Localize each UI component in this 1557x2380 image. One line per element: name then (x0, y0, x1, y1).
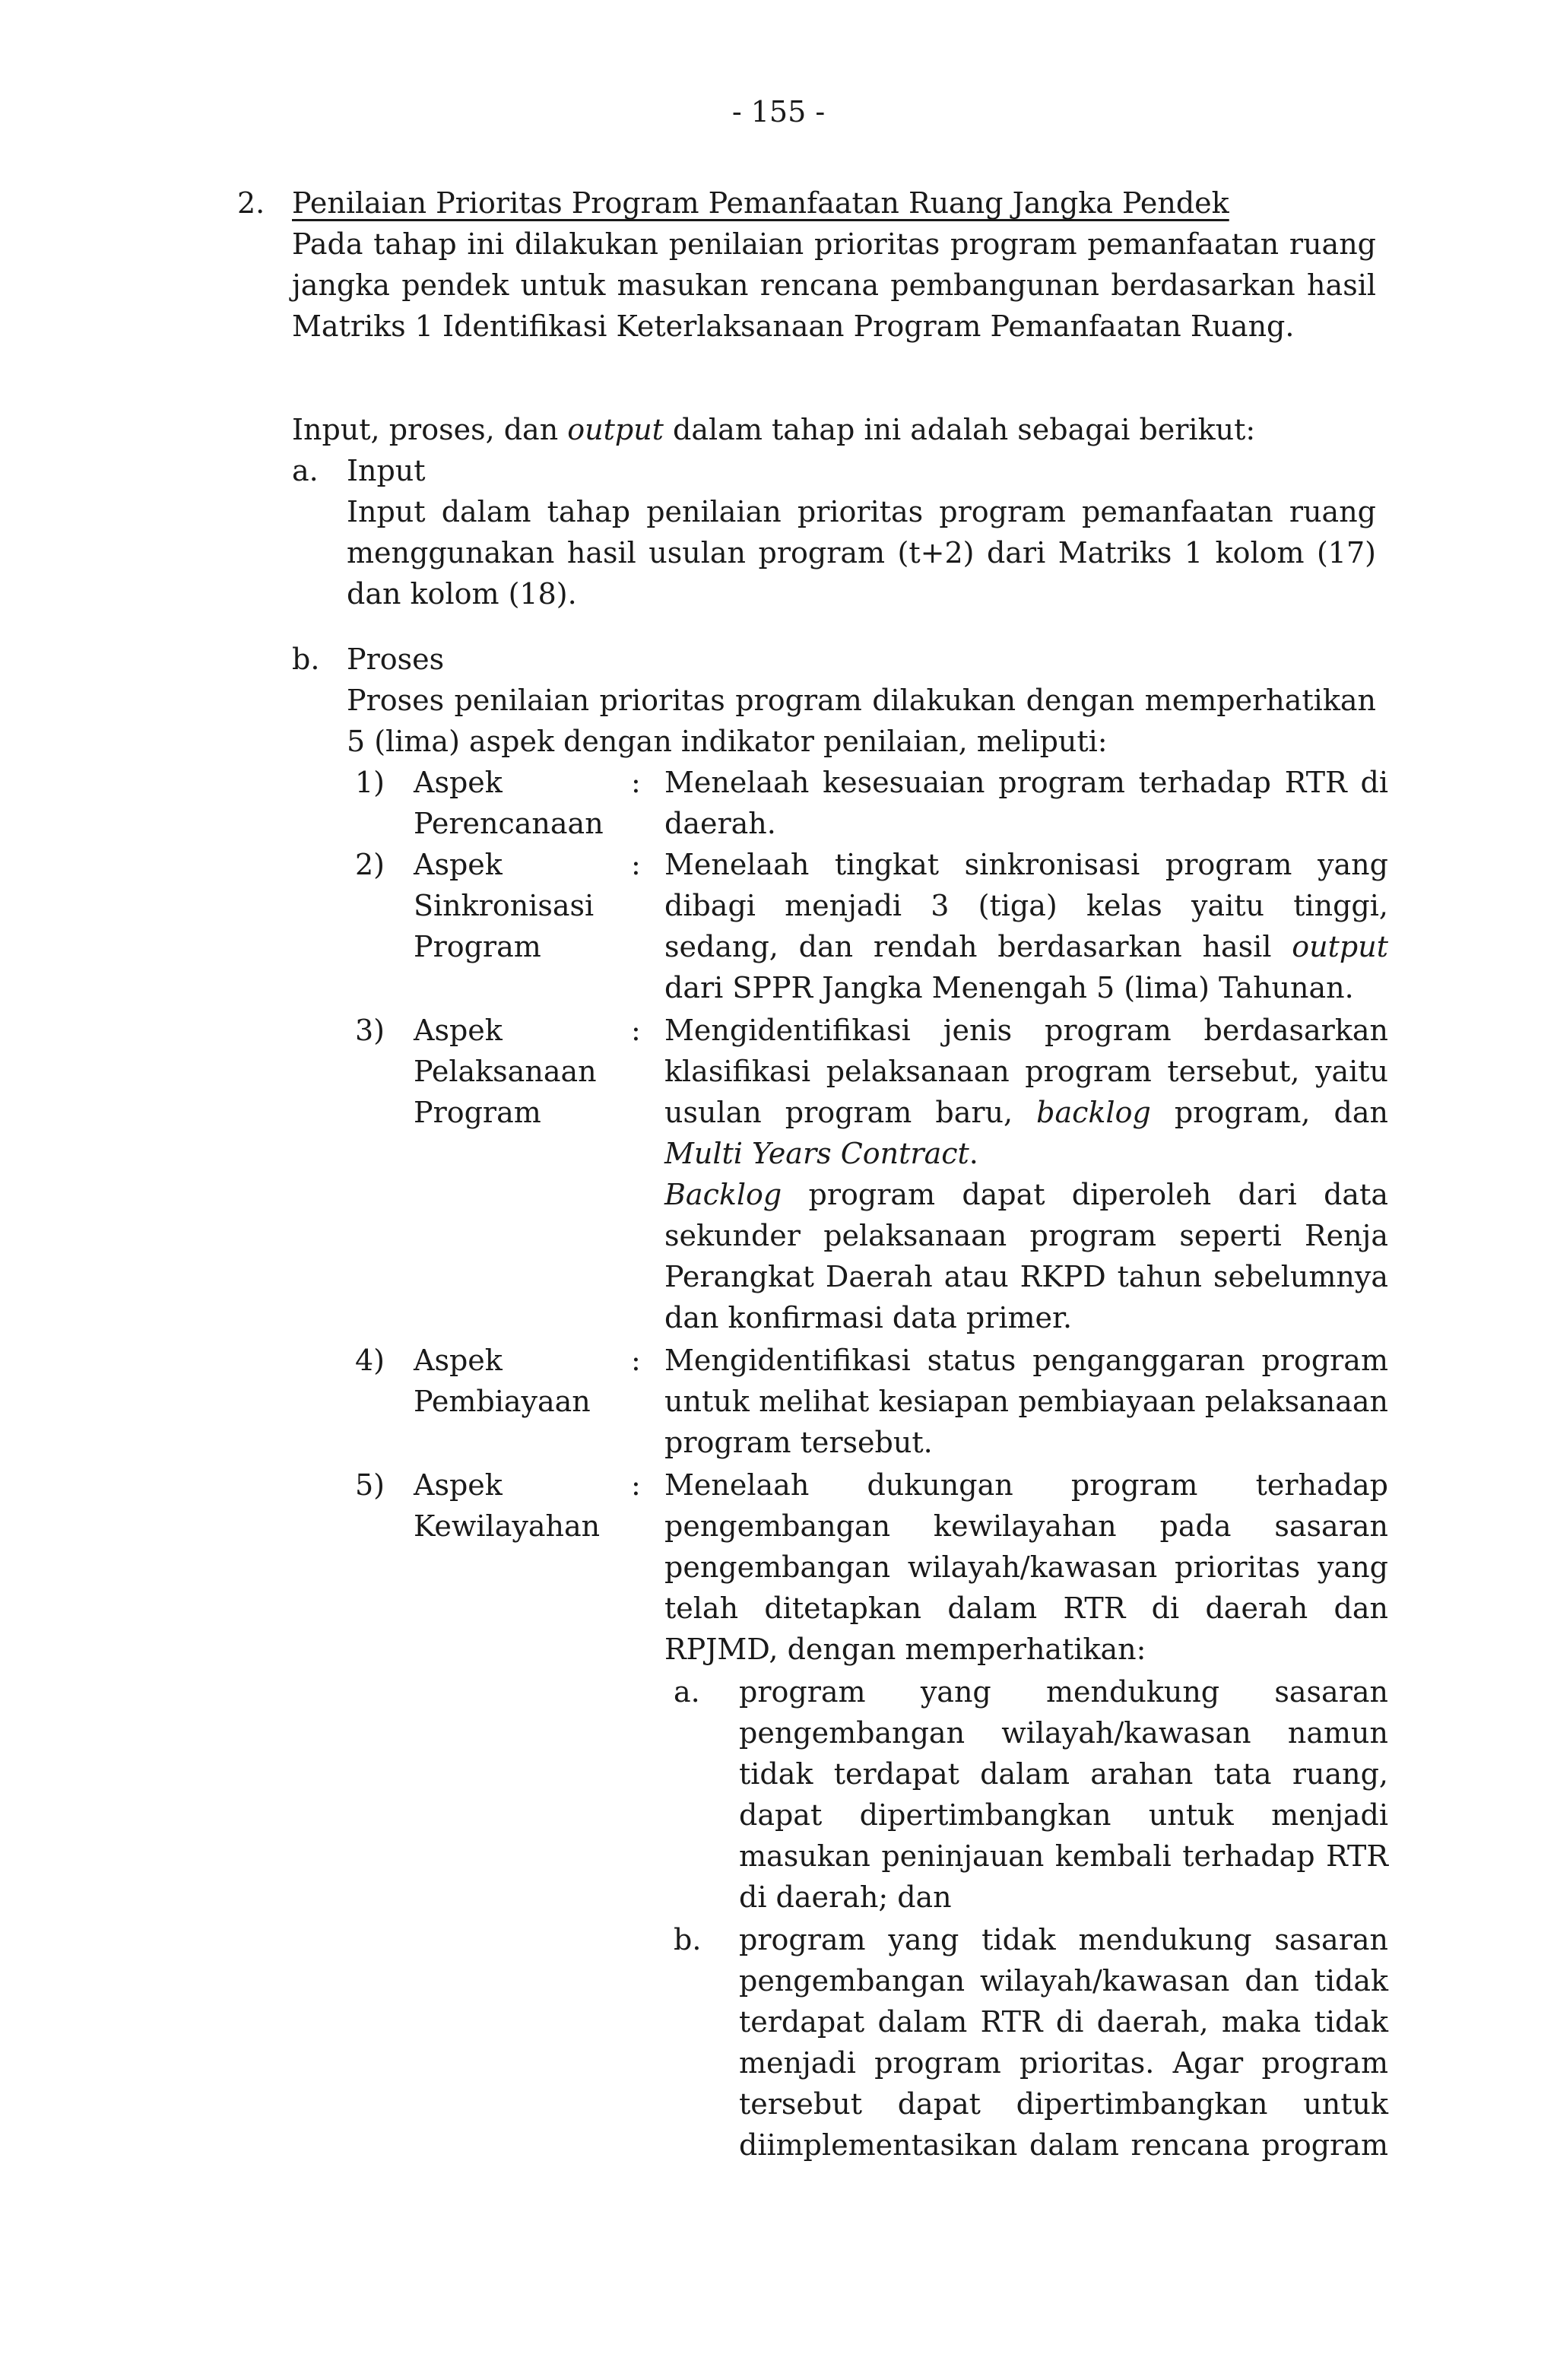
aspect-note (664, 1174, 1388, 1338)
sub-item-label: b. (674, 1923, 702, 1956)
input-title: Input (347, 454, 426, 487)
aspect-desc-italic: backlog (1036, 1096, 1151, 1129)
intro-text-post: dalam tahap ini adalah sebagai berikut: (663, 413, 1256, 446)
aspect-number: 3) (354, 1014, 385, 1047)
section-number: 2. (237, 186, 265, 220)
aspect-description: Mengidentifikasi status penganggaran program untuk melihat kesiapan pembiayaan pelaksanaan program tersebut. (664, 1344, 1388, 1459)
aspect-colon: : (631, 766, 641, 799)
aspect-desc-pre: Menelaah tingkat sinkronisasi program yang dibagi menjadi 3 (tiga) kelas yaitu tinggi, sedang, dan rendah berdasarkan hasil (664, 848, 1388, 963)
aspect-note-text: program dapat diperoleh dari data sekunder pelaksanaan program seperti Renja Perangkat Daerah atau RKPD tahun sebelumnya dan konfirmasi data primer. (664, 1178, 1388, 1334)
aspect-desc-italic: output (1292, 930, 1388, 963)
proses-paragraph: Proses penilaian prioritas program dilakukan dengan memperhatikan 5 (lima) aspek dengan indikator penilaian, meliputi: (347, 684, 1376, 758)
aspect-number: 2) (354, 848, 385, 881)
aspect-colon: : (631, 848, 641, 881)
aspect-description: Menelaah kesesuaian program terhadap RTR di daerah. (664, 766, 1388, 840)
intro-text-pre: Input, proses, dan (292, 413, 568, 446)
aspect-description: Menelaah dukungan program terhadap pengembangan kewilayahan pada sasaran pengembangan wilayah/kawasan prioritas yang telah ditetapkan dalam RTR di daerah dan RPJMD, dengan memperhatikan: (664, 1468, 1388, 1666)
aspect-description (664, 1010, 1388, 1174)
sub-item-label: a. (674, 1675, 700, 1709)
aspect-colon: : (631, 1344, 641, 1377)
aspect-description (664, 844, 1388, 1008)
aspect-desc-italic: Multi Years Contract (664, 1137, 969, 1170)
aspect-name: Aspek Kewilayahan (414, 1468, 601, 1543)
sub-item-text: program yang tidak mendukung sasaran pengembangan wilayah/kawasan dan tidak terdapat dalam RTR di daerah, maka tidak menjadi program prioritas. Agar program tersebut dapat dipertimbangkan untuk diimplementasikan dalam rencana program (739, 1923, 1388, 2162)
aspect-colon: : (631, 1468, 641, 1502)
aspect-colon: : (631, 1014, 641, 1047)
aspect-name: Aspek Pembiayaan (414, 1344, 591, 1418)
intro-text-italic: output (567, 413, 664, 446)
proses-label: b. (292, 643, 320, 676)
intro-paragraph (292, 409, 1376, 450)
aspect-note-italic: Backlog (664, 1178, 782, 1211)
aspect-desc-pre: Mengidentifikasi jenis program berdasarkan klasifikasi pelaksanaan program tersebut, yaitu usulan program baru, (664, 1014, 1388, 1129)
aspect-number: 4) (354, 1344, 385, 1377)
section-paragraph: Pada tahap ini dilakukan penilaian prioritas program pemanfaatan ruang jangka pendek untuk masukan rencana pembangunan berdasarkan hasil Matriks 1 Identifikasi Keterlaksanaan Program Pemanfaatan Ruang. (292, 227, 1376, 343)
proses-title: Proses (347, 643, 445, 676)
input-paragraph: Input dalam tahap penilaian prioritas program pemanfaatan ruang menggunakan hasil usulan program (t+2) dari Matriks 1 kolom (17) dan kolom (18). (347, 495, 1376, 611)
aspect-desc-post: dari SPPR Jangka Menengah 5 (lima) Tahunan. (664, 971, 1354, 1004)
sub-item-text: program yang mendukung sasaran pengembangan wilayah/kawasan namun tidak terdapat dalam arahan tata ruang, dapat dipertimbangkan untuk menjadi masukan peninjauan kembali terhadap RTR di daerah; dan (739, 1675, 1388, 1914)
aspect-name: Aspek Perencanaan (414, 766, 604, 840)
aspect-number: 1) (354, 766, 385, 799)
aspect-desc-end: . (969, 1137, 978, 1170)
input-label: a. (292, 454, 319, 487)
aspect-name: Aspek Pelaksanaan Program (414, 1014, 597, 1129)
aspect-name: Aspek Sinkronisasi Program (414, 848, 595, 963)
page-number: - 155 - (731, 95, 826, 129)
aspect-number: 5) (354, 1468, 385, 1502)
section-title: Penilaian Prioritas Program Pemanfaatan Ruang Jangka Pendek (292, 186, 1229, 220)
aspect-desc-mid: program, dan (1150, 1096, 1388, 1129)
